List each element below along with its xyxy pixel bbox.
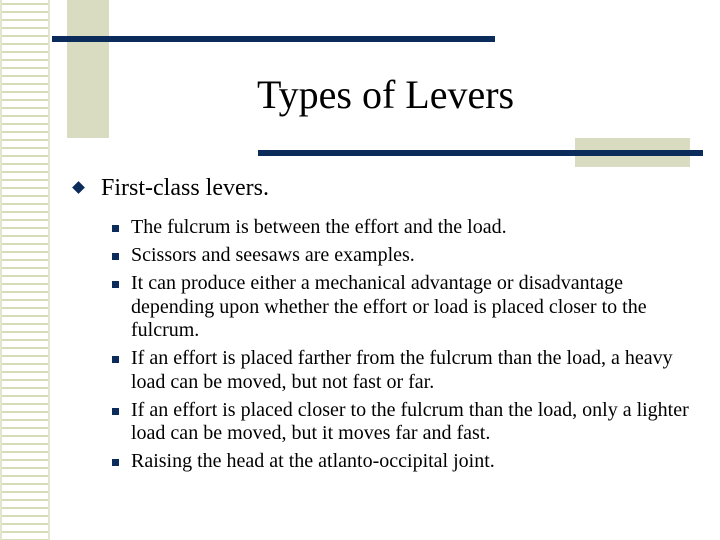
sub-bullet-text: It can produce either a mechanical advantage or disadvantage depending upon whether the effort or load is placed closer to the fulcrum.: [131, 272, 647, 341]
square-bullet-icon: [112, 225, 119, 232]
title-rule-top: [52, 36, 495, 42]
sub-bullet-item: [112, 272, 702, 343]
sub-bullet-text: Raising the head at the atlanto-occipital joint.: [131, 450, 495, 472]
sub-bullet-item: [112, 244, 702, 268]
diamond-bullet-icon: [72, 181, 85, 194]
square-bullet-icon: [112, 408, 119, 415]
square-bullet-icon: [112, 281, 119, 288]
title-rule-bottom: [258, 150, 703, 156]
slide-title: Types of Levers: [257, 72, 515, 117]
square-bullet-icon: [112, 459, 119, 466]
sub-bullet-text: The fulcrum is between the effort and the load.: [131, 216, 507, 238]
decorative-stripe-column: [0, 0, 50, 540]
square-bullet-icon: [112, 253, 119, 260]
sub-bullet-item: [112, 399, 702, 446]
sub-bullet-text: If an effort is placed farther from the fulcrum than the load, a heavy load can be moved, but not fast or far.: [131, 347, 673, 393]
sub-bullet-item: [112, 450, 702, 474]
decorative-olive-block-top: [67, 0, 109, 138]
sub-bullet-text: Scissors and seesaws are examples.: [131, 244, 415, 266]
sub-bullet-list: [112, 216, 702, 478]
square-bullet-icon: [112, 356, 119, 363]
sub-bullet-text: If an effort is placed closer to the fulcrum than the load, only a lighter load can be moved, but it moves far and fast.: [131, 398, 689, 444]
sub-bullet-item: [112, 216, 702, 240]
main-bullet-text: First-class levers.: [101, 175, 269, 201]
sub-bullet-item: [112, 347, 702, 394]
